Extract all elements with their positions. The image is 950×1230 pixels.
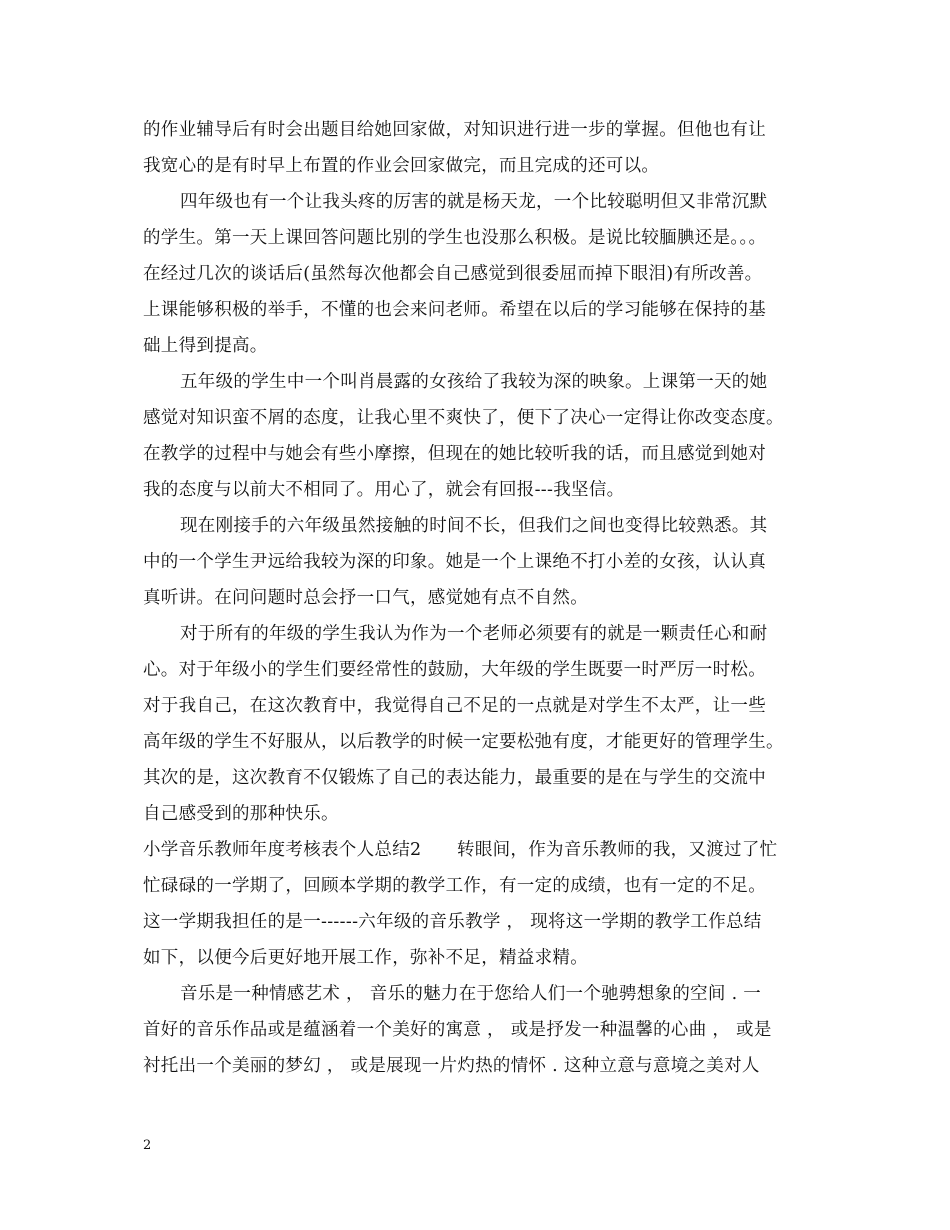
text-line: 的作业辅导后有时会出题目给她回家做，对知识进行进一步的掌握。但他也有让 [143, 120, 766, 140]
text-line: 高年级的学生不好服从，以后教学的时候一定要松弛有度，才能更好的管理学生。 [143, 732, 784, 752]
text-line: 在经过几次的谈话后(虽然每次他都会自己感觉到很委屈而掉下眼泪)有所改善。 [143, 264, 763, 284]
text-line: 四年级也有一个让我头疼的厉害的就是杨天龙，一个比较聪明但又非常沉默 [180, 192, 768, 212]
text-line: 我宽心的是有时早上布置的作业会回家做完，而且完成的还可以。 [143, 156, 660, 176]
text-line: 忙碌碌的一学期了，回顾本学期的教学工作，有一定的成绩，也有一定的不足。 [143, 876, 766, 896]
text-line: 其次的是，这次教育不仅锻炼了自己的表达能力，最重要的是在与学生的交流中 [143, 768, 766, 788]
page-number: 2 [143, 1138, 152, 1153]
text-line: 我的态度与以前大不相同了。用心了，就会有回报---我坚信。 [143, 480, 625, 500]
text-line: 这一学期我担任的是一------六年级的音乐教学 ， 现将这一学期的教学工作总结 [143, 912, 762, 932]
text-line: 音乐是一种情感艺术 ， 音乐的魅力在于您给人们一个驰骋想象的空间 . 一 [180, 984, 762, 1004]
text-line: 自己感受到的那种快乐。 [143, 804, 339, 824]
text-line: 衬托出一个美丽的梦幻 ， 或是展现一片灼热的情怀 . 这种立意与意境之美对人 [143, 1056, 760, 1076]
text-line: 感觉对知识蛮不屑的态度，让我心里不爽快了，便下了决心一定得让你改变态度。 [143, 408, 784, 428]
text-line: 现在刚接手的六年级虽然接触的时间不长，但我们之间也变得比较熟悉。其 [180, 516, 768, 536]
text-line: 中的一个学生尹远给我较为深的印象。她是一个上课绝不打小差的女孩，认认真 [143, 552, 766, 572]
text-line: 的学生。第一天上课回答问题比别的学生也没那么积极。是说比较腼腆还是。。。 [143, 228, 767, 248]
text-line: 在教学的过程中与她会有些小摩擦，但现在的她比较听我的话，而且感觉到她对 [143, 444, 766, 464]
text-line: 对于我自己，在这次教育中，我觉得自己不足的一点就是对学生不太严，让一些 [143, 696, 766, 716]
text-line: 础上得到提高。 [143, 336, 268, 356]
text-line: 小学音乐教师年度考核表个人总结2 转眼间，作为音乐教师的我，又渡过了忙 [143, 840, 778, 860]
text-line: 心。对于年级小的学生们要经常性的鼓励，大年级的学生既要一时严厉一时松。 [143, 660, 766, 680]
text-line: 对于所有的年级的学生我认为作为一个老师必须要有的就是一颗责任心和耐 [180, 624, 768, 644]
text-line: 如下，以便今后更好地开展工作，弥补不足，精益求精。 [143, 948, 588, 968]
text-line: 五年级的学生中一个叫肖晨露的女孩给了我较为深的映象。上课第一天的她 [180, 372, 768, 392]
text-line: 首好的音乐作品或是蕴涵着一个美好的寓意 ， 或是抒发一种温馨的心曲 ， 或是 [143, 1020, 772, 1040]
text-line: 真听讲。在问问题时总会抒一口气，感觉她有点不自然。 [143, 588, 588, 608]
text-line: 上课能够积极的举手，不懂的也会来问老师。希望在以后的学习能够在保持的基 [143, 300, 766, 320]
